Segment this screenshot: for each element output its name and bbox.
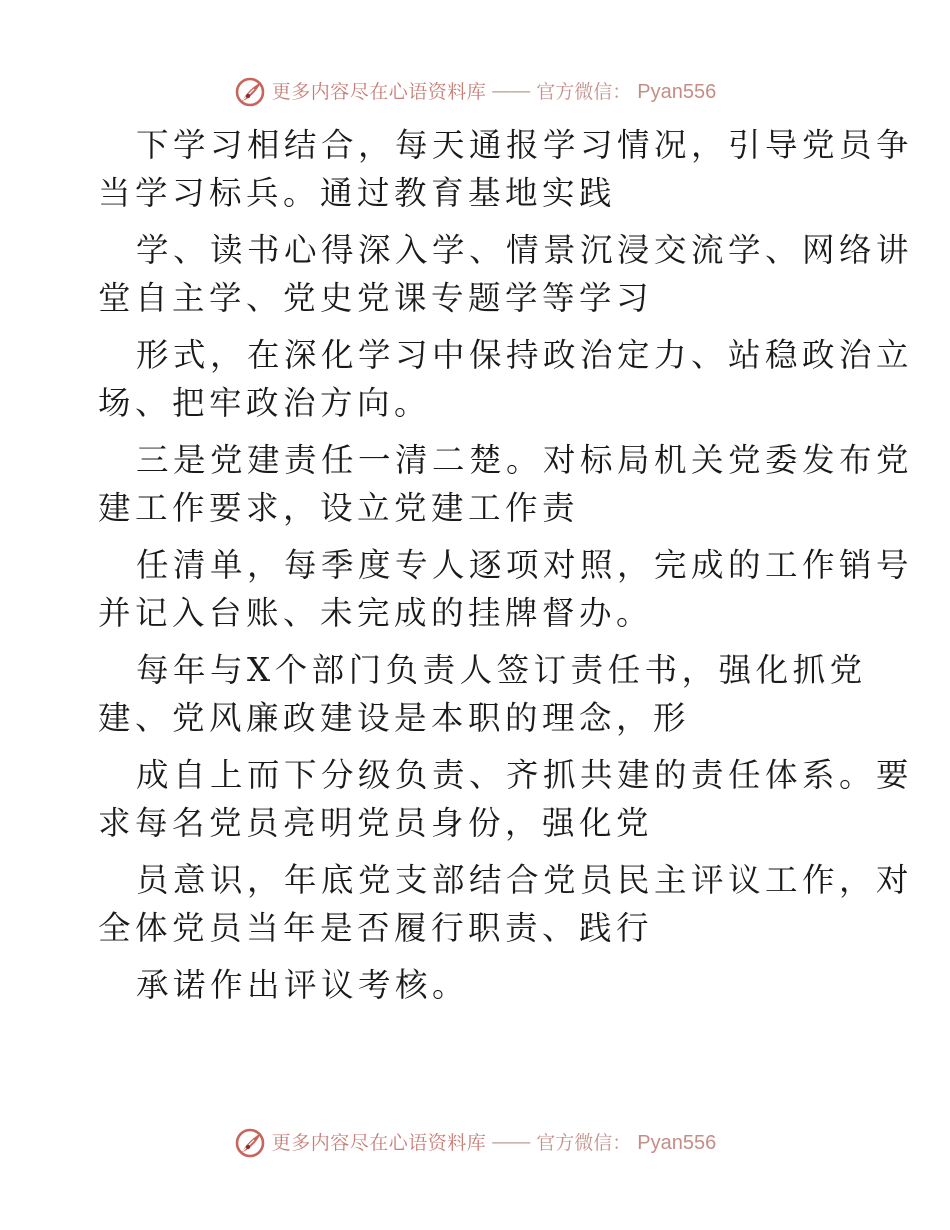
text-line: 当学习标兵。通过教育基地实践: [98, 174, 617, 212]
text-line: 任清单，每季度专人逐项对照，完成的工作销号: [136, 546, 914, 584]
header-wechat-id: Pyan556: [637, 81, 717, 103]
quill-pen-logo-icon: [234, 76, 266, 108]
text-line: 堂自主学、党史党课专题学等学习: [98, 279, 654, 317]
text-line: 求每名党员亮明党员身份，强化党: [98, 804, 654, 842]
header-watermark: [0, 76, 950, 108]
text-line: 三是党建责任一清二楚。对标局机关党委发布党: [136, 441, 914, 479]
text-line: 成自上而下分级负责、齐抓共建的责任体系。要: [136, 756, 914, 794]
quill-pen-logo-icon: [234, 1127, 266, 1159]
text-line: 学、读书心得深入学、情景沉浸交流学、网络讲: [136, 231, 914, 269]
text-line: 员意识，年底党支部结合党员民主评议工作，对: [136, 861, 914, 899]
text-line: 场、把牢政治方向。: [98, 384, 432, 422]
text-line: 每年与X个部门负责人签订责任书，强化抓党: [136, 651, 867, 689]
footer-dash: ——: [492, 1132, 531, 1153]
footer-title: 更多内容尽在心语资料库: [271, 1132, 487, 1154]
text-line: 承诺作出评议考核。: [136, 966, 470, 1004]
text-line: 全体党员当年是否履行职责、践行: [98, 909, 654, 947]
body-text: [98, 121, 914, 1009]
header-title: 更多内容尽在心语资料库: [271, 81, 487, 103]
header-dash: ——: [492, 81, 531, 102]
text-line: 建工作要求，设立党建工作责: [98, 489, 580, 527]
text-line: 建、党风廉政建设是本职的理念，形: [98, 699, 691, 737]
text-line: 形式，在深化学习中保持政治定力、站稳政治立: [136, 336, 914, 374]
footer-wechat-label: 官方微信：: [536, 1132, 632, 1154]
footer-watermark: [0, 1127, 950, 1159]
text-line: 下学习相结合，每天通报学习情况，引导党员争: [136, 126, 914, 164]
footer-wechat-id: Pyan556: [637, 1132, 717, 1154]
header-wechat-label: 官方微信：: [536, 81, 632, 103]
text-line: 并记入台账、未完成的挂牌督办。: [98, 594, 654, 632]
